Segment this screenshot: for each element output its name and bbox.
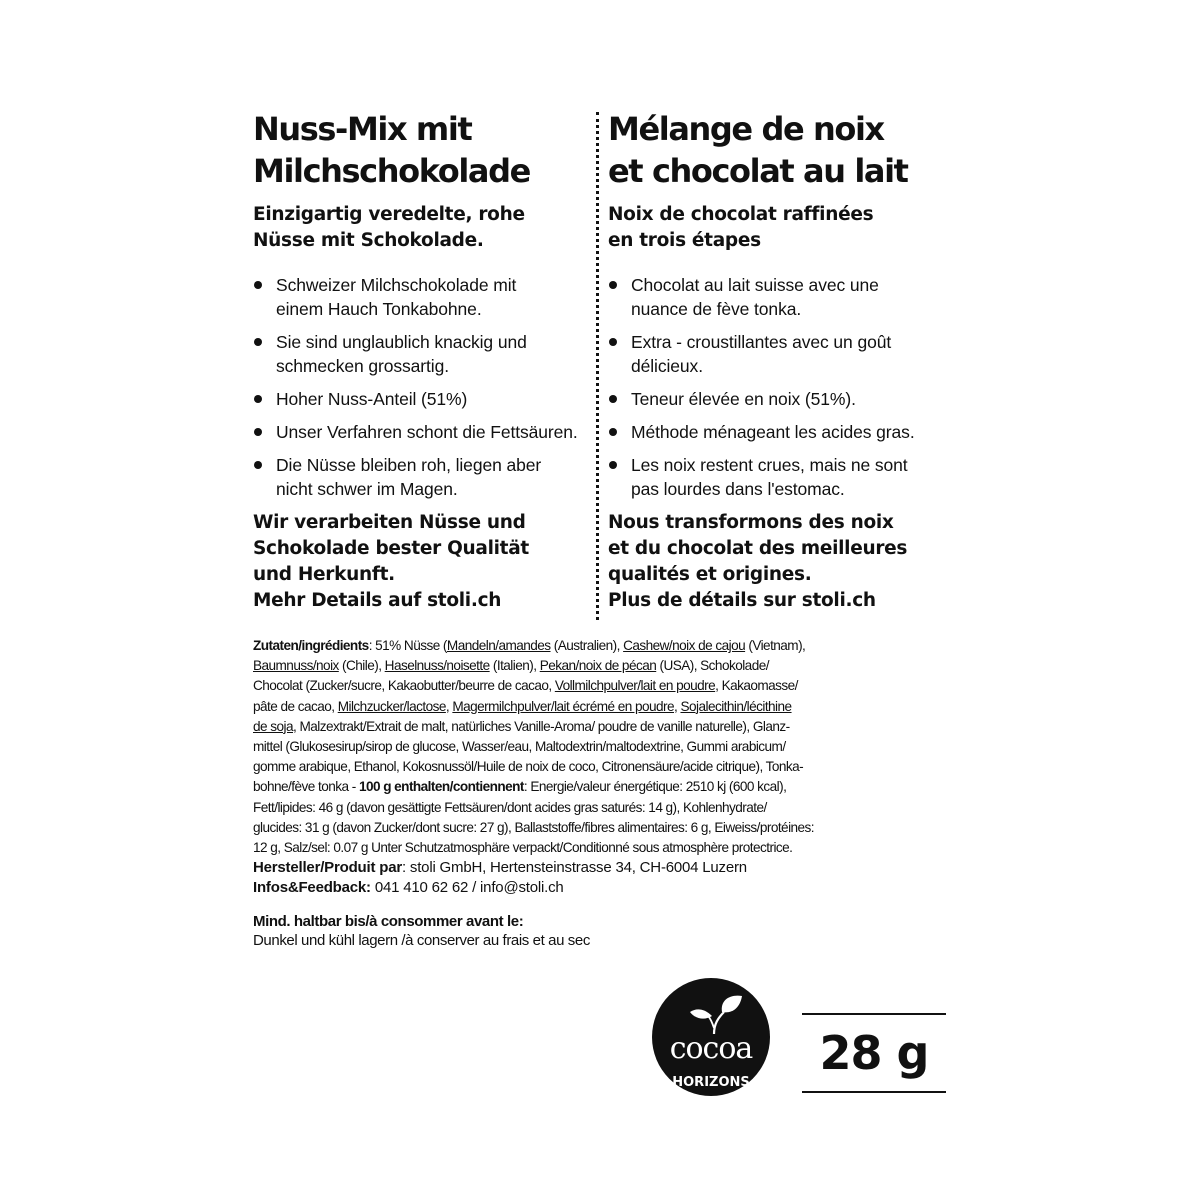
bullet-item <box>608 453 958 501</box>
subtitle-de-line1: Einzigartig veredelte, rohe <box>253 204 525 225</box>
closing-fr <box>608 510 958 614</box>
bullet-dot-icon <box>254 338 262 346</box>
bullet-dot-icon <box>254 395 262 403</box>
title-de <box>253 108 598 192</box>
ingredients-line <box>253 636 953 656</box>
bullet-dot-icon <box>609 281 617 289</box>
ingredients-text: , <box>674 698 681 714</box>
subtitle-fr-line2: en trois étapes <box>608 230 761 251</box>
ingredients-text: (Vietnam), <box>745 638 806 653</box>
bullet-item <box>253 273 598 321</box>
bullet-text: Méthode ménageant les acides gras. <box>631 422 915 442</box>
ingredients-text: , Kakaomasse/ <box>715 678 798 694</box>
closing-line: und Herkunft. <box>253 564 395 585</box>
ingredients-text: mittel (Glukosesirup/sirop de glucose, Wasser/eau, Maltodextrin/maltodextrine, Gummi arabicum/ <box>253 739 786 755</box>
net-weight: 28 g <box>819 1026 929 1080</box>
allergen-text: Milchzucker/lactose <box>337 698 446 714</box>
ingredients-text: glucides: 31 g (davon Zucker/dont sucre: 27 g), Ballaststoffe/fibres alimentaires: 6 g, Eiweiss/protéines: <box>253 819 815 835</box>
subtitle-fr <box>608 202 958 254</box>
ingredients-text: bohne/fève tonka - <box>253 779 359 795</box>
logo-word-cocoa: cocoa <box>669 1031 753 1066</box>
bullet-text: Teneur élevée en noix (51%). <box>631 389 856 409</box>
bullet-list-de <box>253 273 598 501</box>
bullet-item <box>253 330 598 378</box>
bullet-text: einem Hauch Tonkabohne. <box>276 299 482 319</box>
ingredients-text: , Malzextrakt/Extrait de malt, natürliches Vanille-Aroma/ poudre de vanille naturelle), Glanz- <box>293 718 790 734</box>
bullet-text: nicht schwer im Magen. <box>276 479 458 499</box>
ingredients-line <box>253 798 953 818</box>
bullet-text: pas lourdes dans l'estomac. <box>631 479 845 499</box>
bullet-dot-icon <box>609 461 617 469</box>
ingredients-bold-text: 100 g enthalten/contiennent <box>358 779 524 795</box>
closing-line: Mehr Details auf stoli.ch <box>253 590 502 611</box>
ingredients-line <box>253 656 953 676</box>
closing-line: Plus de détails sur stoli.ch <box>608 590 876 611</box>
bullet-text: Extra - croustillantes avec un goût <box>631 332 892 352</box>
subtitle-de-line2: Nüsse mit Schokolade. <box>253 230 484 251</box>
bullet-text: Unser Verfahren schont die Fettsäuren. <box>276 422 578 442</box>
french-column <box>608 108 958 614</box>
allergen-text: Mandeln/amandes <box>446 638 551 653</box>
subtitle-fr-line1: Noix de chocolat raffinées <box>608 204 874 225</box>
closing-line: et du chocolat des meilleures <box>608 538 908 559</box>
title-fr-line2: et chocolat au lait <box>608 152 908 190</box>
cocoa-horizons-logo <box>652 978 770 1096</box>
best-before-label: Mind. haltbar bis/à consommer avant le: <box>253 913 524 930</box>
allergen-text: de soja <box>253 718 293 734</box>
ingredients-text: pâte de cacao, <box>253 698 338 714</box>
bullet-text: schmecken grossartig. <box>276 356 449 376</box>
bullet-text: nuance de fève tonka. <box>631 299 802 319</box>
closing-line: qualités et origines. <box>608 564 812 585</box>
ingredients-block <box>253 636 953 858</box>
allergen-text: Haselnuss/noisette <box>384 658 490 674</box>
ingredients-text: : 51% Nüsse ( <box>368 638 447 653</box>
title-fr <box>608 108 958 192</box>
bullet-text: Sie sind unglaublich knackig und <box>276 332 527 352</box>
closing-line: Nous transformons des noix <box>608 512 894 533</box>
bullet-item <box>608 420 958 444</box>
bullet-dot-icon <box>609 428 617 436</box>
ingredients-text: (Chile), <box>338 658 385 674</box>
allergen-text: Vollmilchpulver/lait en poudre <box>554 678 716 694</box>
bullet-dot-icon <box>254 461 262 469</box>
allergen-text: Baumnuss/noix <box>253 658 339 674</box>
bullet-text: délicieux. <box>631 356 703 376</box>
ingredients-text: (Italien), <box>489 658 540 674</box>
ingredients-text: Fett/lipides: 46 g (davon gesättigte Fettsäuren/dont acides gras saturés: 14 g), Kohlenhydrate/ <box>253 799 767 815</box>
ingredients-text: (USA), Schokolade/ <box>656 658 769 674</box>
ingredients-text: gomme arabique, Ethanol, Kokosnussöl/Huile de noix de coco, Citronensäure/acide citrique), Tonka- <box>253 759 804 775</box>
allergen-text: Pekan/noix de pécan <box>539 658 657 674</box>
bullet-list-fr <box>608 273 958 501</box>
closing-line: Schokolade bester Qualität <box>253 538 529 559</box>
storage-block <box>253 912 953 950</box>
german-column <box>253 108 598 614</box>
ingredients-text: 12 g, Salz/sel: 0.07 g Unter Schutzatmosphäre verpackt/Conditionné sous atmosphère protectrice. <box>253 840 793 856</box>
storage-instructions: Dunkel und kühl lagern /à conserver au frais et au sec <box>253 932 590 949</box>
contact-line <box>253 878 953 897</box>
closing-de <box>253 510 598 614</box>
ingredients-line <box>253 697 953 717</box>
bullet-dot-icon <box>254 281 262 289</box>
bullet-dot-icon <box>609 338 617 346</box>
producer-label: Hersteller/Produit par <box>253 859 402 876</box>
dotted-divider <box>596 112 599 620</box>
producer-value: : stoli GmbH, Hertensteinstrasse 34, CH-6004 Luzern <box>401 859 747 876</box>
bullet-text: Chocolat au lait suisse avec une <box>631 275 879 295</box>
bullet-dot-icon <box>254 428 262 436</box>
ingredients-bold-text: Zutaten/ingrédients <box>253 638 369 653</box>
ingredients-line <box>253 737 953 757</box>
bullet-item <box>608 387 958 411</box>
ingredients-line <box>253 838 953 858</box>
bullet-item <box>253 387 598 411</box>
ingredients-line <box>253 777 953 797</box>
bullet-text: Schweizer Milchschokolade mit <box>276 275 517 295</box>
logo-word-horizons: HORIZONS <box>672 1075 750 1090</box>
bullet-item <box>608 273 958 321</box>
bullet-item <box>608 330 958 378</box>
bullet-dot-icon <box>609 395 617 403</box>
allergen-text: Cashew/noix de cajou <box>623 638 746 653</box>
bullet-text: Hoher Nuss-Anteil (51%) <box>276 389 468 409</box>
ingredients-text: Chocolat (Zucker/sucre, Kakaobutter/beurre de cacao, <box>253 678 555 694</box>
net-weight-box <box>802 1013 946 1093</box>
ingredients-line <box>253 757 953 777</box>
contact-value: 041 410 62 62 / info@stoli.ch <box>370 879 564 896</box>
allergen-text: Magermilchpulver/lait écrémé en poudre <box>452 698 674 714</box>
bullet-item <box>253 420 598 444</box>
ingredients-text: : Energie/valeur énergétique: 2510 kj (600 kcal), <box>523 779 787 795</box>
producer-line <box>253 858 953 877</box>
bullet-text: Die Nüsse bleiben roh, liegen aber <box>276 455 542 475</box>
subtitle-de <box>253 202 598 254</box>
bullet-item <box>253 453 598 501</box>
ingredients-line <box>253 676 953 696</box>
ingredients-line <box>253 717 953 737</box>
closing-line: Wir verarbeiten Nüsse und <box>253 512 526 533</box>
ingredients-line <box>253 818 953 838</box>
ingredients-text: , <box>445 698 453 714</box>
ingredients-text: (Australien), <box>550 638 624 653</box>
contact-label: Infos&Feedback: <box>253 879 371 896</box>
title-fr-line1: Mélange de noix <box>608 110 884 148</box>
bullet-text: Les noix restent crues, mais ne sont <box>631 455 908 475</box>
title-de-line1: Nuss-Mix mit <box>253 110 472 148</box>
allergen-text: Sojalecithin/lécithine <box>680 698 792 714</box>
title-de-line2: Milchschokolade <box>253 152 530 190</box>
